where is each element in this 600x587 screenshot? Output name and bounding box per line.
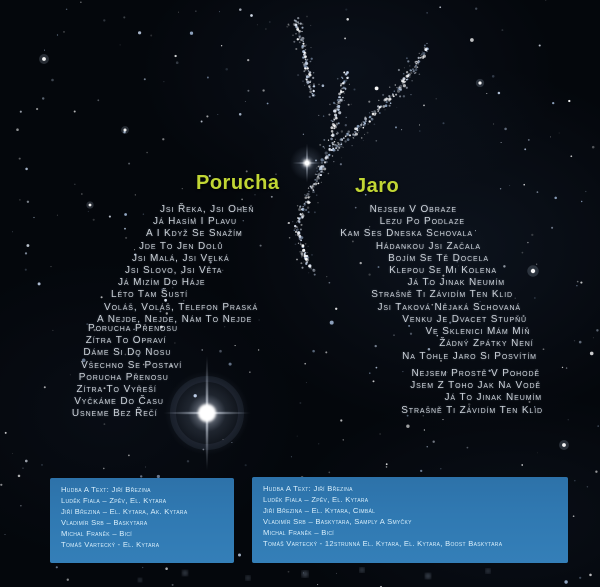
text-line: Jsi Taková Nějaká Schovaná [377,301,521,313]
text-line: Luděk Fiala – Zpěv, El. Kytara [61,495,167,505]
text-line: Strašně Ti Závidím Ten Klid [371,289,513,301]
text-line: Všechno Se Postaví [81,359,183,371]
text-line: Luděk Fiala – Zpěv, El. Kytara [263,494,369,504]
text-line: Já To Jinak Neumím [407,277,505,289]
text-line: Jsi Slovo, Jsi Věta [125,265,223,277]
lyrics-jaro-stanza-1 [260,204,521,314]
credit-box-porucha [50,478,234,563]
text-line: Tomáš Vartecký - 12strunná El. Kytara, El. Kytara, Boost Baskytara [263,538,503,548]
text-line: Já Hasím I Plavu [153,216,237,228]
bottom-haze-stars [138,568,490,582]
text-line: Léto Tam Šustí [111,289,189,301]
text-line: Venku Je Dvacet Stupňů [402,314,527,325]
text-line: Zítra To Opraví [85,335,167,347]
text-line: Jsi Řeka, Jsi Oheň [160,204,255,215]
text-line: Já To Jinak Neumím [444,392,542,404]
text-line: Na Tohle Jaro Si Posvítím [402,350,537,362]
text-line: Porucha Přenosu [78,371,169,383]
text-line: Bojím Se Tě Docela [388,252,489,264]
text-line: Michal Franěk – Bicí [263,527,334,537]
text-line: Já Mizím Do Háje [118,277,206,289]
text-line: Vladimír Srb – Baskytara, Samply A Smyčky [263,516,412,526]
text-line: Ve Sklenici Mám Míň [425,326,531,338]
text-line: A I Když Se Snažím [146,228,243,240]
text-line: Zítra To Vyřeší [76,384,157,396]
text-line: Lezu Po Podlaze [379,216,465,228]
text-line: Tomáš Vartecký - El. Kytara [61,539,160,549]
text-line: A Nejde, Nejde, Nám To Nejde [97,313,253,325]
text-line: Strašně Ti Závidím Ten Klid [401,404,543,416]
song-title-porucha: Porucha [196,172,280,194]
text-line: Jsem Z Toho Jak Na Vodě [410,380,541,392]
text-line: Porucha Přenosu [88,323,178,334]
text-line: Klepou Se Mi Kolena [389,265,497,277]
text-line: Jiří Březina – El. Kytara, Cimbál [263,505,376,515]
text-line: Voláš, Voláš, Telefon Praská [104,301,259,313]
text-line: Nejsem V Obraze [369,204,457,215]
text-line: Hádankou Jsi Začala [375,240,481,252]
lyrics-porucha-stanza-2 [71,323,189,421]
credit-box-jaro [252,477,568,563]
text-line: Jde To Jen Dolů [139,240,224,252]
lyrics-jaro-stanza-3 [340,368,543,417]
text-line: Jsi Malá, Jsi Velká [132,252,230,264]
text-line: Vladimír Srb – Baskytara [61,517,148,527]
text-line: Jiří Březina – El. Kytara, Ak. Kytara [61,506,188,516]
text-line: Hudba A Text: Jiří Březina [263,484,353,493]
text-line: Hudba A Text: Jiří Březina [61,485,151,494]
text-line: Kam Ses Dneska Schovala [340,228,473,240]
text-line: Usneme Bez Řečí [71,408,158,420]
text-line: Nejsem Prostě V Pohodě [411,368,540,379]
text-line: Michal Franěk – Bicí [61,528,132,538]
song-title-jaro: Jaro [355,175,400,197]
text-line: Vyčkáme Do Času [74,396,164,408]
text-line: Žádný Zpátky Není [439,338,534,350]
text-line: Dáme Si Do Nosu [83,347,172,359]
lyrics-jaro-stanza-2 [330,314,537,363]
